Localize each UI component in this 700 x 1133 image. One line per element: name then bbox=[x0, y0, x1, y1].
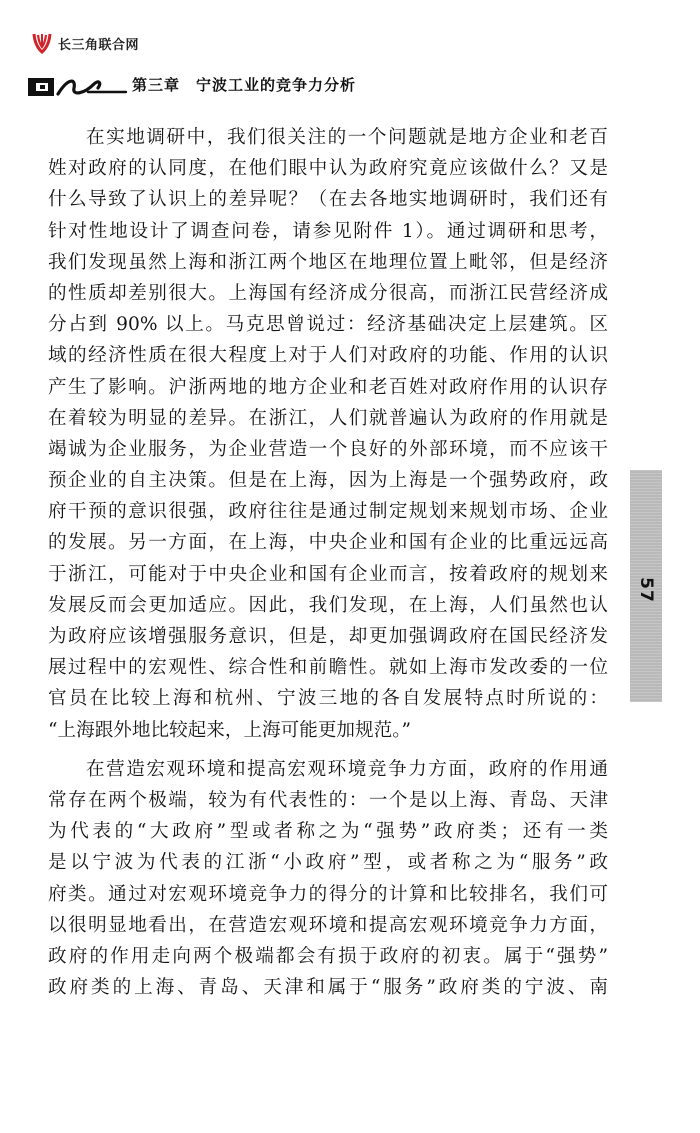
text-line: 以很明显地看出，在营造宏观环境和提高宏观环境竞争力方面， bbox=[48, 914, 608, 936]
text-line: 在着较为明显的差异。在浙江，人们就普遍认为政府的作用就是 bbox=[48, 407, 608, 429]
page-side-tab bbox=[630, 470, 662, 702]
text-line: 府干预的意识很强，政府往往是通过制定规划来规划市场、企业 bbox=[48, 501, 608, 523]
text-line: 针对性地设计了调查问卷，请参见附件 1）。通过调研和思考， bbox=[48, 220, 608, 242]
text-line: 常存在两个极端，较为有代表性的：一个是以上海、青岛、天津 bbox=[48, 789, 608, 811]
text-line: 的性质却差别很大。上海国有经济成分很高，而浙江民营经济成 bbox=[48, 282, 608, 304]
paragraph-2 bbox=[48, 754, 608, 1004]
text-line: “上海跟外地比较起来，上海可能更加规范。” bbox=[48, 719, 411, 741]
text-line: 是以宁波为代表的江浙“小政府”型，或者称之为“服务”政 bbox=[48, 852, 608, 874]
text-line: 府类。通过对宏观环境竞争力的得分的计算和比较排名，我们可 bbox=[48, 883, 608, 905]
text-line: 在营造宏观环境和提高宏观环境竞争力方面，政府的作用通 bbox=[86, 758, 608, 780]
text-line: 的发展。另一方面，在上海，中央企业和国有企业的比重远远高 bbox=[48, 532, 608, 554]
site-logo bbox=[32, 32, 139, 54]
text-line: 竭诚为企业服务，为企业营造一个良好的外部环境，而不应该干 bbox=[48, 438, 608, 460]
text-line: 为政府应该增强服务意识，但是，却更加强调政府在国民经济发 bbox=[48, 626, 608, 647]
chapter-mark-icon bbox=[28, 74, 128, 100]
text-line: 展过程中的宏观性、综合性和前瞻性。就如上海市发改委的一位 bbox=[48, 657, 608, 679]
body-text bbox=[48, 122, 608, 1003]
text-line: 什么导致了认识上的差异呢？（在去各地实地调研时，我们还有 bbox=[48, 189, 608, 211]
text-line: 于浙江，可能对于中央企业和国有企业而言，按着政府的规划来 bbox=[48, 563, 608, 585]
text-line: 为代表的“大政府”型或者称之为“强势”政府类；还有一类 bbox=[48, 821, 608, 843]
text-line: 姓对政府的认同度，在他们眼中认为政府究竟应该做什么？又是 bbox=[48, 158, 608, 180]
paragraph-1 bbox=[48, 122, 608, 746]
text-line: 政府类的上海、青岛、天津和属于“服务”政府类的宁波、南 bbox=[48, 977, 608, 999]
text-line: 分占到 90% 以上。马克思曾说过：经济基础决定上层建筑。区 bbox=[48, 314, 608, 336]
logo-mark-icon bbox=[32, 32, 52, 54]
text-line: 产生了影响。沪浙两地的地方企业和老百姓对政府作用的认识存 bbox=[48, 376, 608, 398]
text-line: 官员在比较上海和杭州、宁波三地的各自发展特点时所说的： bbox=[48, 688, 608, 710]
page-number: 57 bbox=[636, 577, 656, 603]
chapter-title: 第三章 宁波工业的竞争力分析 bbox=[132, 76, 357, 94]
text-line: 在实地调研中，我们很关注的一个问题就是地方企业和老百 bbox=[86, 127, 608, 148]
text-line: 预企业的自主决策。但是在上海，因为上海是一个强势政府，政 bbox=[48, 470, 608, 492]
text-line: 我们发现虽然上海和浙江两个地区在地理位置上毗邻，但是经济 bbox=[48, 251, 608, 273]
text-line: 域的经济性质在很大程度上对于人们对政府的功能、作用的认识 bbox=[48, 345, 608, 367]
site-name: 长三角联合网 bbox=[58, 37, 140, 53]
text-line: 政府的作用走向两个极端都会有损于政府的初衷。属于“强势” bbox=[48, 945, 608, 967]
text-line: 发展反而会更加适应。因此，我们发现，在上海，人们虽然也认 bbox=[48, 594, 608, 616]
